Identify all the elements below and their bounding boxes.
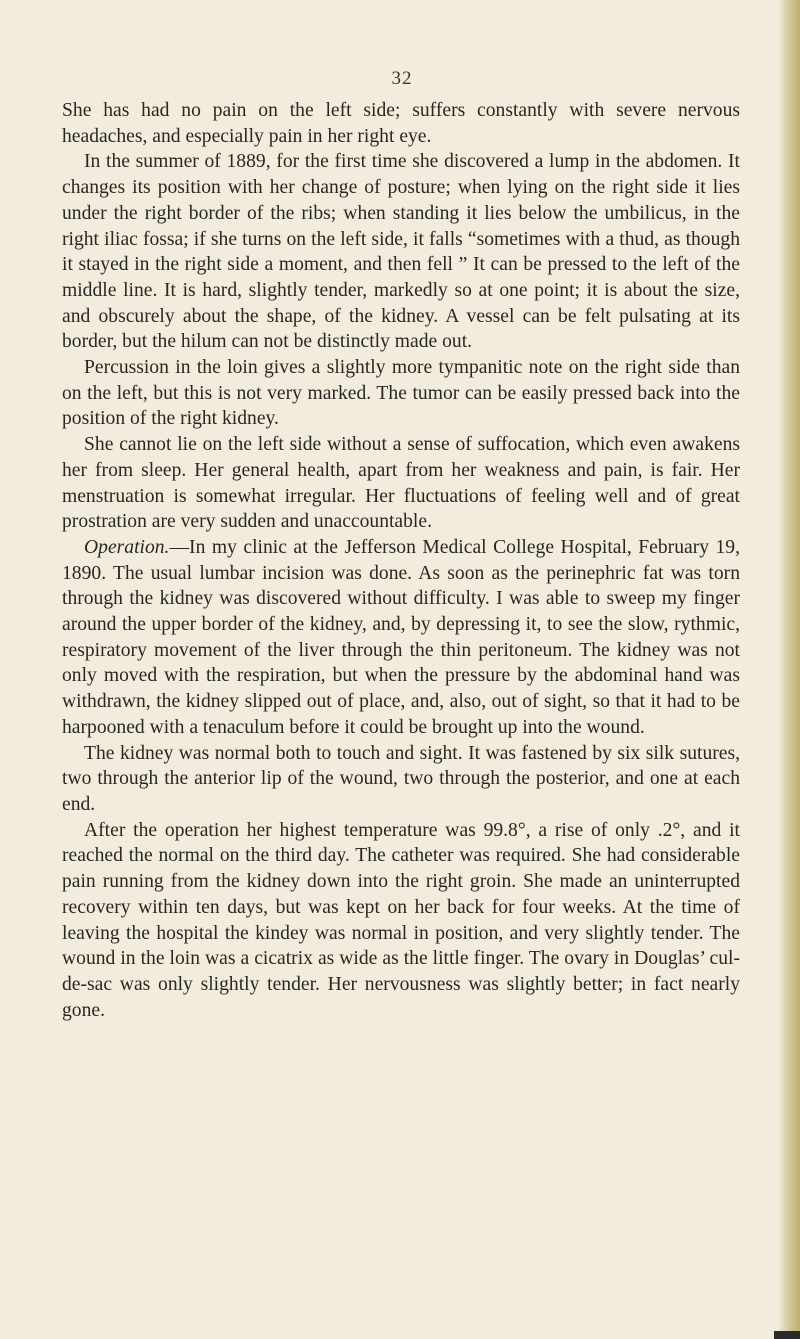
paragraph-text: She has had no pain on the left side; suffers constantly with severe nervous headaches, and especially pain in her right eye. bbox=[62, 100, 740, 147]
paragraph-4 bbox=[62, 432, 740, 535]
paragraph-text: The kidney was normal both to touch and sight. It was fastened by six silk sutures, two through the anterior lip of the wound, two through the posterior, and one at each end. bbox=[62, 742, 740, 815]
body-text bbox=[62, 98, 740, 1023]
paragraph-text: In the summer of 1889, for the first time she discovered a lump in the abdomen. It changes its position with her change of posture; when lying on the right side it lies under the right border of the ribs; when standing it lies below the umbilicus, in the right iliac fossa; if she turns on the left side, it falls “sometimes with a thud, as though it stayed in the right side a moment, and then fell ” It can be pressed to the left of the middle line. It is hard, slightly tender, markedly so at one point; it is about the size, and obscurely about the shape, of the kidney. A vessel can be felt pulsating at its border, but the hilum can not be distinctly made out. bbox=[62, 151, 740, 353]
page-binding-edge bbox=[778, 0, 800, 1339]
page-number: 32 bbox=[391, 68, 413, 89]
paragraph-text: She cannot lie on the left side without a sense of suffocation, which even awakens her from sleep. Her general health, apart from her weakness and pain, is fair. Her menstruation is somewhat irregular. Her fluctuations of feeling well and of great prostration are very sudden and unaccountable. bbox=[62, 434, 740, 533]
paragraph-1 bbox=[62, 98, 740, 149]
paragraph-5 bbox=[62, 535, 740, 741]
paragraph-7 bbox=[62, 818, 740, 1024]
paragraph-2 bbox=[62, 149, 740, 355]
section-heading-operation: Operation. bbox=[84, 536, 170, 558]
paragraph-text: After the operation her highest temperature was 99.8°, a rise of only .2°, and it reached the normal on the third day. The catheter was required. She had considerable pain running from the kidney down into the right groin. She made an uninterrupted recovery within ten days, but was kept on her back for four weeks. At the time of leaving the hospital the kindey was normal in position, and very slightly tender. The wound in the loin was a cicatrix as wide as the little finger. The ovary in Douglas’ cul-de-sac was only slightly tender. Her nervousness was slightly better; in fact nearly gone. bbox=[62, 819, 740, 1021]
paragraph-6 bbox=[62, 741, 740, 818]
paragraph-text: Percussion in the loin gives a slightly more tympanitic note on the right side than on the left, but this is not very marked. The tumor can be easily pressed back into the position of the right kidney. bbox=[62, 357, 740, 430]
paragraph-3 bbox=[62, 355, 740, 432]
paragraph-text: —In my clinic at the Jefferson Medical College Hospital, February 19, 1890. The usual lumbar incision was done. As soon as the perinephric fat was torn through the kidney was discovered without difficulty. I was able to sweep my finger around the upper border of the kidney, and, by depressing it, to see the slow, rythmic, respiratory movement of the liver through the thin peritoneum. The kidney was not only moved with the respiration, but when the pressure by the abdominal hand was withdrawn, the kidney slipped out of place, and, also, out of sight, so that it had to be harpooned with a tenaculum before it could be brought up into the wound. bbox=[62, 536, 740, 738]
page-corner-shadow bbox=[774, 1331, 800, 1339]
